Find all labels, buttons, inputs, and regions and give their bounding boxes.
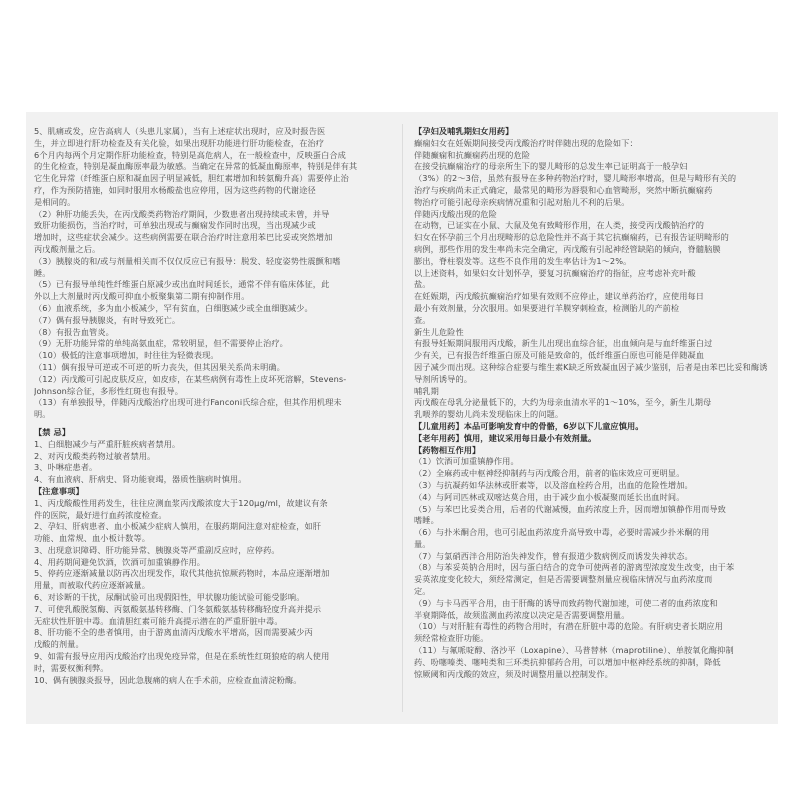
text-line: 半衰期降低，故须监测血药浓度以决定是否需要调整用量。: [414, 609, 630, 620]
text-line: （7）与氯硝西泮合用防治失神发作，曾有报道少数病例反而诱发失神状态。: [414, 550, 693, 561]
text-line: 哺乳期: [414, 385, 439, 396]
text-line: 【注意事项】: [34, 485, 84, 496]
text-line: 9、如需有报导应用丙戊酸治疗出现免疫异常，但是在系统性红斑狼疮的病人使用: [34, 651, 330, 662]
text-line: 外以上大剂量时丙戊酸可抑血小板聚集第二期有抑制作用。: [34, 291, 250, 302]
text-line: 乳喂养的婴幼儿尚未发现临床上的问题。: [414, 409, 564, 420]
text-line: 伴随癫痫和抗癫痫药出现的危险: [414, 149, 531, 160]
text-line: Johnson综合征，多形性红斑也有报导。: [34, 385, 183, 396]
text-line: （3%）的2～3倍，虽然有报导在多种药物治疗时，婴儿畸形率增高，但是与畸形有关的: [414, 173, 737, 184]
text-line: （6）与扑米酮合用，也可引起血药浓度升高导致中毒，必要时需减少扑米酮的用: [414, 527, 710, 538]
text-line: 睡。: [34, 267, 51, 278]
text-line: 件的医院，最好进行血药浓度检查。: [34, 509, 167, 520]
text-line: 妥英浓度变化较大，须经常测定，但是否需要调整剂量应视临床情况与血药浓度而: [414, 574, 713, 585]
text-line: 最小有效剂量，分次服用。如果要进行羊膜穿刺检查，检测胎儿的产前检: [414, 302, 680, 313]
text-line: 膨出，脊柱裂发等。这些不良作用的发生率估计为1～2%。: [414, 255, 632, 266]
text-line: 妇女在怀孕前三个月出现畸形的总危险性并不高于其它抗癫痫药，已有报告证明畸形的: [414, 232, 729, 243]
text-line: 丙戊酸在母乳分泌量低下的，大约为母亲血清水平的1～10%，至今，新生儿期母: [414, 397, 712, 408]
left-text-column: [34, 126, 392, 686]
text-line: 惊厥阈和丙戊酸的效应，须及时调整用量以控制发作。: [414, 668, 613, 679]
text-line: 药、吩噻嗪类、噻吨类和三环类抗抑郁药合用，可以增加中枢神经系统的抑制，降低: [414, 656, 721, 667]
text-line: 6、对诊断的干扰，尿酮试验可出现假阳性，甲状腺功能试验可能受影响。: [34, 592, 305, 603]
text-line: （2）种肝功能丢失，在丙戊酸类药物治疗期间，少数患者出现持续或未曾，并导: [34, 208, 330, 219]
text-line: 2、对丙戊酸类药物过敏者禁用。: [34, 450, 156, 461]
text-line: 4、有血液病、肝病史、肾功能衰竭，器质性脑病时慎用。: [34, 474, 247, 485]
text-line: 【老年用药】慎用，建议采用每日最小有效剂量。: [414, 432, 597, 443]
text-line: 在动物，已证实在小鼠、大鼠及兔有致畸形作用，在人类，接受丙戊酸钠治疗的: [414, 220, 705, 231]
text-line: （6）血液系统，多为血小板减少，罕有贫血，白细胞减少或全血细胞减少。: [34, 302, 313, 313]
text-line: 5、肌痛或发，应告高病人（头患儿家属），当有上述症状出现时，应及时报告医: [34, 126, 326, 136]
text-line: 以上述资料，如果妇女计划怀孕，要复习抗癫痫治疗的指征，应考虑补充叶酸: [414, 267, 696, 278]
text-line: 盐。: [414, 279, 431, 290]
text-line: 3、出现意识障碍、肝功能异常、胰腺炎等严重副反应时，应停药。: [34, 544, 280, 555]
text-line: 增加时，这些症状会减少。这些病例需要在联合治疗时注意用苯巴比妥或突然增加: [34, 232, 333, 243]
text-line: 癫痫妇女在妊娠期间接受丙戊酸治疗时伴随出现的危险如下：: [414, 137, 638, 148]
text-line: 7、可使乳酸脱氢酶、丙氨酸氨基转移酶、门冬氨酸氨基转移酶轻度升高并提示: [34, 603, 322, 614]
text-line: （9）无肝功能异常的单纯高氨血症，常较明显，但不需要停止治疗。: [34, 338, 288, 349]
text-line: （1）饮酒可加重镇静作用。: [414, 456, 519, 467]
text-line: 致肝功能损伤，当治疗时，可单独出现或与癫痫发作同时出现，当出现减少或: [34, 220, 316, 231]
text-line: （11）偶有报导可逆或不可逆的听力丧失，但其因果关系尚未明确。: [34, 361, 285, 372]
text-line: （5）已有报导单纯性纤维蛋白原减少或出血时间延长，通常不伴有临床体征，此: [34, 279, 330, 290]
text-line: 须经常检查肝功能。: [414, 633, 489, 644]
text-line: 2、孕妇、肝病患者、血小板减少症病人慎用，在服药期间注意对症检查，如肝: [34, 521, 322, 532]
text-line: 明。: [34, 409, 51, 420]
text-line: （4）与阿司匹林或双嘧达莫合用，由于减少血小板凝聚而延长出血时间。: [414, 491, 685, 502]
text-line: 少有关，已有报告纤维蛋白原及可能是致命的，低纤维蛋白原也可能是伴随凝血: [414, 350, 705, 361]
text-line: 1、白细胞减少与严重肝脏疾病者禁用。: [34, 438, 181, 449]
text-line: （12）丙戊酸可引起皮肤反应，如皮疹，在某些病例有毒性上皮坏死溶解，Stevens-: [34, 373, 347, 384]
column-divider: [402, 124, 403, 712]
text-line: 查。: [414, 314, 431, 325]
text-line: （13）有单独报导，伴随丙戊酸治疗出现可进行Fanconi氏综合症，但其作用机理未: [34, 397, 342, 408]
text-line: 【儿童用药】本品可影响发育中的骨骼，6岁以下儿童应慎用。: [414, 420, 644, 431]
text-line: （8）与苯妥英钠合用时，因与蛋白结合的竞争可使两者的游离型浓度发生改变，由于苯: [414, 562, 735, 573]
text-line: 5、停药应逐渐减量以防再次出现发作，取代其他抗惊厥药物时，本品应逐渐增加: [34, 568, 330, 579]
text-line: 的生化检查，特别是凝血酶原率最为敏感。当确定在异常的低凝血酶原率，特别是伴有其: [34, 161, 358, 172]
text-line: 时，需要权衡利弊。: [34, 662, 109, 673]
text-line: 10、偶有胰腺炎报导，因此急腹痛的病人在手术前，应检查血清淀粉酶。: [34, 674, 302, 685]
text-line: （7）偶有报导胰腺炎，有时导致死亡。: [34, 314, 181, 325]
text-line: （11）与氟哌啶醇、洛沙平（Loxapine）、马普替林（maprotiline）、单胺氧化酶抑制: [414, 645, 734, 656]
text-line: 【药物相互作用】: [414, 444, 481, 455]
text-line: 治疗与疾病尚未正式确定，最常见的畸形为唇裂和心血管畸形，突然中断抗癫痫药: [414, 184, 713, 195]
text-line: 嗜睡。: [414, 515, 439, 526]
text-line: 丙戊酸剂量之后。: [34, 243, 101, 254]
text-line: 定。: [414, 586, 431, 597]
text-line: （3）胰腺炎的和/或与剂量相关而不仅仅反应已有报导：脱发、轻度姿势性震颤和嗜: [34, 255, 341, 266]
text-line: 是相同的。: [34, 196, 76, 207]
text-line: 在接受抗癫痫治疗的母亲所生下的婴儿畸形的总发生率已证明高于一般孕妇: [414, 161, 688, 172]
text-line: 量。: [414, 538, 431, 549]
text-line: 1、丙戊酸酸性用药发生，往往应测血浆丙戊酸浓度大于120μg/ml，故建议有条: [34, 497, 328, 508]
text-line: 6个月内每两个月定期作肝功能检查，特别是高危病人，在一般检查中，反映蛋白合成: [34, 149, 346, 160]
text-line: （2）全麻药或中枢神经抑制药与丙戊酸合用，前者的临床效应可更明显。: [414, 468, 685, 479]
text-line: 功能、血常规、血小板计数等。: [34, 533, 151, 544]
text-line: 病例，那些作用的发生率尚未完全确定，丙戊酸有引起神经管缺陷的倾向，脊髓脑膜: [414, 243, 721, 254]
text-line: 在妊娠期，丙戊酸抗癫痫治疗如果有效则不应停止，建议单药治疗，应使用每日: [414, 291, 705, 302]
text-line: 疗，作为预防措施，如同时服用水杨酸盐也应停用，因为这些药物的代谢途径: [34, 184, 316, 195]
text-line: （9）与卡马西平合用，由于肝酶的诱导而致药物代谢加速，可使二者的血药浓度和: [414, 597, 718, 608]
right-text-column: [414, 126, 770, 680]
text-line: （10）极低的注意事项增加，时往往为轻微表现。: [34, 350, 219, 361]
text-line: 它生化异常（纤维蛋白原和凝血因子明显减低，胆红素增加和转氨酶升高）需要停止治: [34, 173, 349, 184]
text-line: （10）与对肝脏有毒性的药物合用时，有潜在肝脏中毒的危险。有肝病史者长期应用: [414, 621, 723, 632]
text-line: 伴随丙戊酸出现的危险: [414, 208, 497, 219]
text-line: 导剂所诱导的。: [414, 373, 473, 384]
text-line: 戊酸的剂量。: [34, 639, 84, 650]
text-line: （5）与苯巴比妥类合用，后者的代谢减慢，血药浓度上升，因而增加镇静作用而导致: [414, 503, 726, 514]
text-line: 【孕妇及哺乳期妇女用药】: [414, 126, 514, 136]
text-line: 【禁 忌】: [34, 426, 71, 437]
text-line: 3、卟啉症患者。: [34, 462, 98, 473]
text-line: 4、用药期间避免饮酒，饮酒可加重镇静作用。: [34, 556, 206, 567]
text-line: 有报导妊娠期间服用丙戊酸，新生儿出现出血综合征，出血倾向是与血纤维蛋白过: [414, 338, 713, 349]
package-insert-sheet: [26, 112, 778, 724]
text-line: 无症状性肝脏中毒。血清胆红素可能升高提示潜在的严重肝脏中毒。: [34, 615, 283, 626]
text-line: （3）与抗凝药如华法林或肝素等，以及溶血栓药合用，出血的危险性增加。: [414, 479, 693, 490]
text-line: 8、肝功能不全的患者慎用，由于游离血清丙戊酸水平增高，因而需要减少丙: [34, 627, 313, 638]
text-line: 物治疗可能引起母亲疾病情况重和引起对胎儿不利的后果。: [414, 196, 630, 207]
text-line: 用量，而被取代药应逐渐减量。: [34, 580, 151, 591]
text-line: （8）有报告血管炎。: [34, 326, 114, 337]
text-line: 因子减少而出现。这种综合症要与维生素K缺乏所致凝血因子减少鉴别，后者是由苯巴比妥和酶诱: [414, 361, 768, 372]
text-line: 生，并立即进行肝功检查及有关化验，如果出现肝功能进行肝功能检查，在治疗: [34, 137, 325, 148]
text-line: 新生儿危险性: [414, 326, 464, 337]
